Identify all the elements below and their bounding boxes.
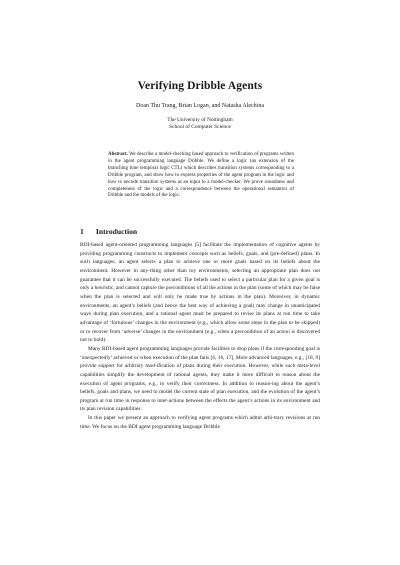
section-number: 1 bbox=[80, 227, 84, 236]
paragraph: BDI-based agent-oriented programming languages [5] facilitate the implementation of cognitive agents by providing programming constructs to implement concepts such as beliefs, goals, and (pre-defined) plans. In such languages, an agent selects a plan to achieve one or more goals based on its beliefs about the environment. However in any-thing other than toy environments, selecting an appropriate plan does not guarantee that it can be successfully executed. The beliefs used to select a particular plan for a given goal is only a heuristic, and cannot capture the preconditions of all the actions in the plan (some of which may be false when the plan is selected and will only be made true by actions in the plan). Moreover, in dynamic environments, an agent’s beliefs (and hence the best way of achieving a goal) may change in unanticipated ways during plan execution, and a rational agent must be prepared to revise its plans at run time to take advantage of ‘fortuitous’ changes in the environment (e.g., which allow some steps in the plan to be skipped) or to recover from ‘adverse’ changes in the environment (e.g., when a precondition of an action is discovered not to hold). bbox=[80, 242, 320, 344]
section-heading bbox=[80, 227, 137, 236]
paper-authors: Doan Thu Trang, Brian Logan, and Natasha Alechina bbox=[135, 103, 265, 109]
paragraph: In this paper we present an approach to verifying agent programs which admit arbi-trary revisions at run time. We focus on the BDI agent programming language Dribble bbox=[80, 415, 320, 430]
abstract-text: We describe a model-checking based approach to verification of programs written in the agent programming language Dribble. We define a logic (an extension of the branching time temporal logic CTL) which describes transition systems corresponding to a Dribble program, and show how to express properties of the agent program in the logic and how to encode transition systems as an input to a model-checker. We prove soundness and completeness of the logic and a correspondence between the operational semantics of Dribble and the models of the logic. bbox=[108, 152, 294, 199]
section-title: Introduction bbox=[95, 227, 138, 236]
body-text bbox=[80, 241, 320, 431]
abstract bbox=[108, 152, 294, 200]
affiliation-university: The University of Nottingham bbox=[167, 117, 233, 123]
abstract-label: Abstract. bbox=[108, 152, 128, 157]
paper-title: Verifying Dribble Agents bbox=[137, 80, 263, 92]
affiliation bbox=[0, 117, 400, 131]
paragraph: Many BDI-based agent programming languages provide facilities to drop plans if the corresponding goal is ‘unexpectedly’ achieved or when execution of the plan fails [6, 16, 17]. More advanced languages, e.g., [18, 9] provide support for arbitrary mod-ification of plans during their execution. However, while such meta-level capabilities simplify the development of rational agents, they make it more difficult to reason about the execution of agent programs, e.g., to verify their correctness. In addition to reason-ing about the agent’s beliefs, goals and plans, we need to model the current state of plan execution, and the evolution of the agent’s program at run time in response to inter-actions between the effects the agent’s actions in its environment and its plan revision capabilities. bbox=[80, 345, 320, 413]
affiliation-school: School of Computer Science bbox=[169, 124, 231, 131]
